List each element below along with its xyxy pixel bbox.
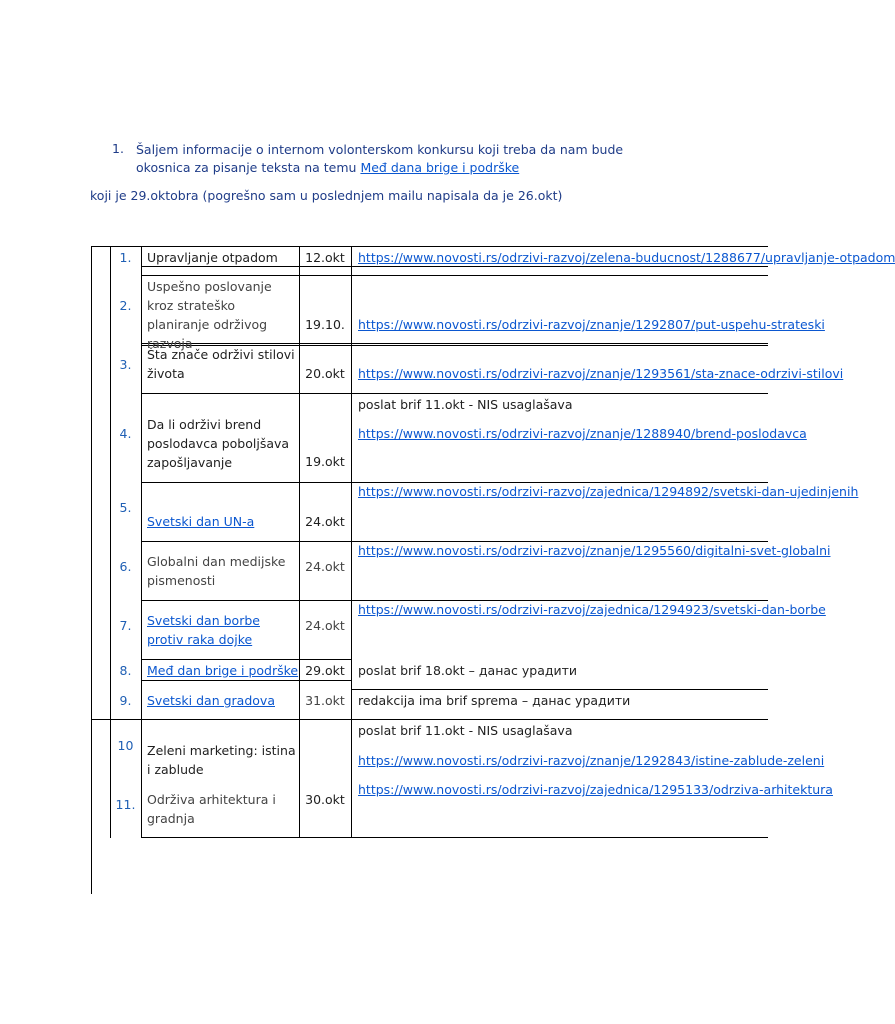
row-number: 1. (119, 250, 132, 265)
row-date: 24.okt (305, 618, 345, 633)
row-title: Globalni dan medijske pismenosti (147, 554, 286, 588)
intro-text: Šaljem informacije o internom volonterskom konkursu koji treba da nam bude okosnica za pisanje teksta na temu (136, 142, 624, 175)
row-number: 5. (119, 500, 132, 515)
row-title-link[interactable]: Svetski dan gradova (147, 693, 275, 708)
row-link[interactable]: https://www.novosti.rs/odrzivi-razvoj/zajednica/1295133/odrziva-arhitektura (358, 782, 833, 797)
row-date: 20.okt (305, 366, 345, 381)
row-title-link[interactable]: Svetski dan borbe protiv raka dojke (147, 613, 260, 647)
row-title: Održiva arhitektura i gradnja (147, 792, 276, 826)
row-title: Da li održivi brend poslodavca poboljšava zapošljavanje (147, 417, 290, 470)
row-title: Šta znače održivi stilovi života (147, 347, 295, 381)
row-number: 7. (119, 618, 132, 633)
row-link[interactable]: https://www.novosti.rs/odrzivi-razvoj/znanje/1288940/brend-poslodavca (358, 426, 807, 441)
row-title: Uspešno poslovanje kroz strateško planiranje održivog razvoja (147, 279, 272, 351)
row-title: Zeleni marketing: istina i zablude (147, 743, 296, 777)
row-border (351, 689, 768, 690)
row-date: 29.okt (305, 663, 345, 678)
row-note: poslat brif 11.okt - NIS usaglašava (358, 397, 573, 412)
row-link[interactable]: https://www.novosti.rs/odrzivi-razvoj/znanje/1293561/sta-znace-odrzivi-stilovi (358, 366, 844, 381)
row-number: 3. (119, 357, 132, 372)
row-date: 24.okt (305, 559, 345, 574)
row-link[interactable]: https://www.novosti.rs/odrzivi-razvoj/znanje/1292807/put-uspehu-strateski (358, 317, 825, 332)
row-date: 31.okt (305, 693, 345, 708)
col-divider (351, 246, 352, 838)
row-date: 19.okt (305, 454, 345, 469)
table-left-border (91, 246, 92, 894)
row-border (141, 680, 351, 681)
row-date: 12.okt (305, 250, 345, 265)
row-title-link[interactable]: Međ dan brige i podrške (147, 663, 299, 678)
row-note: poslat brif 11.okt - NIS usaglašava (358, 723, 573, 738)
row-link[interactable]: https://www.novosti.rs/odrzivi-razvoj/znanje/1292843/istine-zablude-zeleni (358, 753, 825, 768)
row-border (91, 719, 768, 720)
row-number: 11. (115, 797, 136, 812)
row-number: 6. (119, 559, 132, 574)
row-number: 9. (119, 693, 132, 708)
row-note: poslat brif 18.okt – данас урадити (358, 663, 578, 678)
row-link[interactable]: https://www.novosti.rs/odrzivi-razvoj/zelena-buducnost/1288677/upravljanje-otpadom (358, 250, 895, 265)
row-date: 19.10. (305, 317, 345, 332)
row-link[interactable]: https://www.novosti.rs/odrzivi-razvoj/zajednica/1294892/svetski-dan-ujedinjenih (358, 484, 859, 499)
row-border (141, 659, 351, 660)
row-number: 10 (117, 738, 134, 753)
row-title: Upravljanje otpadom (147, 250, 278, 265)
date-note: koji je 29.oktobra (pogrešno sam u poslednjem mailu napisala da je 26.okt) (90, 188, 563, 203)
intro-paragraph (136, 141, 656, 177)
row-number: 4. (119, 426, 132, 441)
intro-link[interactable]: Međ dana brige i podrške (360, 160, 520, 175)
list-number: 1. (112, 141, 124, 156)
col-divider (299, 246, 300, 838)
row-link[interactable]: https://www.novosti.rs/odrzivi-razvoj/zajednica/1294923/svetski-dan-borbe (358, 602, 826, 617)
row-border (91, 246, 768, 247)
row-border (141, 275, 768, 276)
row-number: 2. (119, 298, 132, 313)
row-date: 30.okt (305, 792, 345, 807)
row-link[interactable]: https://www.novosti.rs/odrzivi-razvoj/znanje/1295560/digitalni-svet-globalni (358, 543, 831, 558)
row-border (141, 837, 768, 838)
row-border (141, 393, 768, 394)
row-title-link[interactable]: Svetski dan UN-a (147, 514, 255, 529)
row-number: 8. (119, 663, 132, 678)
row-date: 24.okt (305, 514, 345, 529)
row-note: redakcija ima brif sprema – данас урадити (358, 693, 631, 708)
